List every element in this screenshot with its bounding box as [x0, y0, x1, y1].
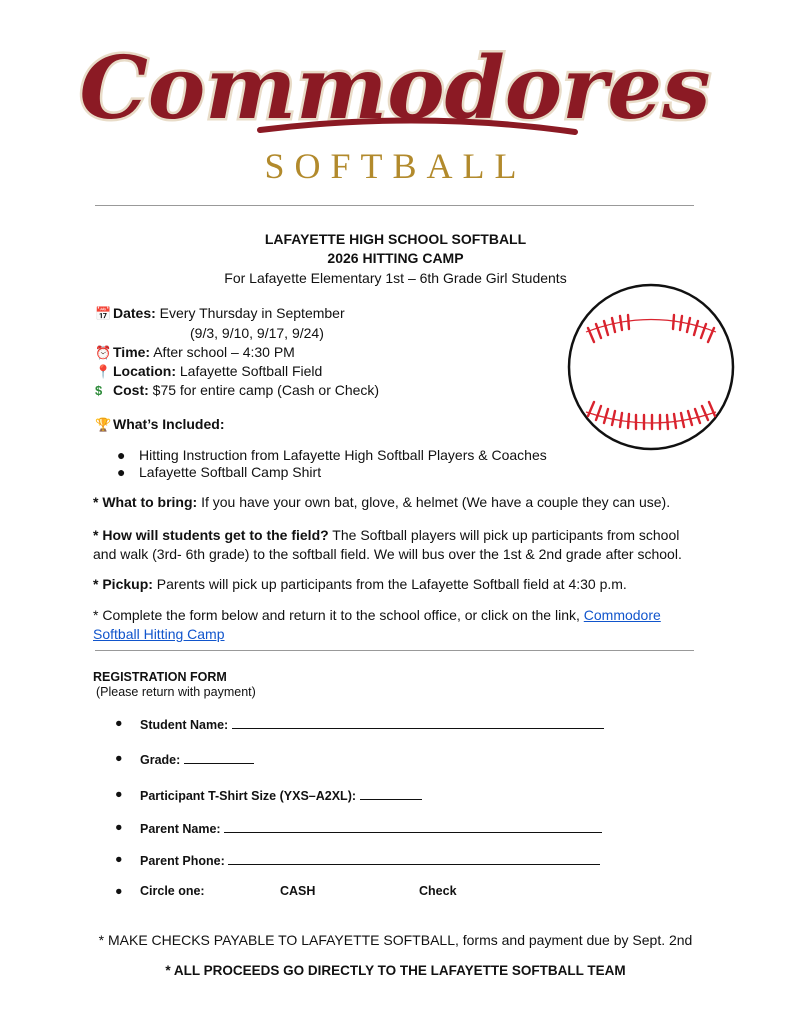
- dates-line: [95, 304, 345, 323]
- trophy-icon: 🏆: [95, 417, 112, 432]
- student-name-field: [140, 716, 604, 732]
- logo-script-text: Commodores: [79, 38, 711, 139]
- pickup-label: * Pickup:: [93, 576, 153, 592]
- field-note: [93, 526, 703, 563]
- time-value: After school – 4:30 PM: [150, 344, 295, 360]
- pickup-text: Parents will pick up participants from the Lafayette Softball field at 4:30 p.m.: [152, 576, 627, 592]
- tshirt-size-field: [140, 787, 422, 803]
- cost-label: Cost:: [113, 382, 149, 398]
- complete-text: * Complete the form below and return it to the school office, or click on the link,: [93, 607, 584, 623]
- complete-note: [93, 606, 693, 643]
- parent-name-label: Parent Name:: [140, 822, 221, 836]
- dates-value: Every Thursday in September: [155, 305, 345, 321]
- alarm-clock-icon: ⏰: [95, 345, 112, 360]
- calendar-icon: 📅: [95, 306, 112, 321]
- camp-link[interactable]: Commodore Softball Hitting Camp: [93, 607, 661, 642]
- included-item: ● Hitting Instruction from Lafayette High Softball Players & Coaches: [117, 447, 547, 463]
- included-label: What’s Included:: [113, 416, 225, 432]
- pickup-note: [93, 575, 703, 594]
- cost-line: [95, 381, 379, 400]
- checks-payable-note: * MAKE CHECKS PAYABLE TO LAFAYETTE SOFTBALL, forms and payment due by Sept. 2nd: [98, 932, 693, 948]
- parent-name-field: [140, 820, 602, 836]
- student-name-input[interactable]: [232, 716, 604, 729]
- page-subtitle: 2026 HITTING CAMP: [327, 250, 464, 266]
- included-item-text: Lafayette Softball Camp Shirt: [139, 464, 322, 480]
- dates-sub: (9/3, 9/10, 9/17, 9/24): [190, 325, 324, 341]
- check-option[interactable]: Check: [419, 884, 457, 898]
- location-line: [95, 362, 322, 381]
- cost-value: $75 for entire camp (Cash or Check): [148, 382, 380, 398]
- student-name-label: Student Name:: [140, 718, 229, 732]
- tshirt-size-label: Participant T-Shirt Size (YXS–A2XL):: [140, 789, 357, 803]
- included-item-text: Hitting Instruction from Lafayette High Softball Players & Coaches: [139, 447, 547, 463]
- dollar-icon: $: [95, 383, 103, 398]
- grade-input[interactable]: [184, 751, 254, 764]
- logo-subtitle: SOFTBALL: [264, 146, 527, 186]
- location-label: Location:: [113, 363, 176, 379]
- cash-option[interactable]: CASH: [280, 884, 316, 898]
- pin-icon: 📍: [95, 364, 112, 379]
- field-label: * How will students get to the field?: [93, 527, 329, 543]
- parent-phone-label: Parent Phone:: [140, 854, 225, 868]
- circle-one-label: Circle one:: [140, 884, 205, 898]
- bring-text: If you have your own bat, glove, & helmet (We have a couple they can use).: [197, 494, 671, 510]
- location-value: Lafayette Softball Field: [176, 363, 323, 379]
- dates-label: Dates:: [113, 305, 156, 321]
- form-title: REGISTRATION FORM: [93, 670, 227, 684]
- time-label: Time:: [113, 344, 151, 360]
- parent-name-input[interactable]: [224, 820, 602, 833]
- time-line: [95, 343, 295, 362]
- page-title: LAFAYETTE HIGH SCHOOL SOFTBALL: [264, 231, 527, 247]
- divider: [95, 650, 694, 651]
- proceeds-note: * ALL PROCEEDS GO DIRECTLY TO THE LAFAYETTE SOFTBALL TEAM: [165, 963, 626, 978]
- grade-field: [140, 751, 254, 767]
- bring-note: [93, 493, 703, 512]
- form-subtitle: (Please return with payment): [96, 685, 256, 699]
- parent-phone-field: [140, 852, 600, 868]
- included-heading: [95, 415, 224, 434]
- softball-graphic: [566, 282, 736, 455]
- grade-label: Grade:: [140, 753, 181, 767]
- field-text: The Softball players will pick up participants from school and walk (3rd- 6th grade) to the softball field. We will bus over the 1st & 2nd grade after school.: [93, 527, 682, 562]
- divider: [95, 205, 694, 206]
- parent-phone-input[interactable]: [228, 852, 600, 865]
- tshirt-size-input[interactable]: [360, 787, 422, 800]
- included-item: ● Lafayette Softball Camp Shirt: [117, 464, 322, 480]
- audience-text: For Lafayette Elementary 1st – 6th Grade Girl Students: [224, 270, 567, 286]
- bring-label: * What to bring:: [93, 494, 198, 510]
- commodores-logo: [0, 30, 791, 148]
